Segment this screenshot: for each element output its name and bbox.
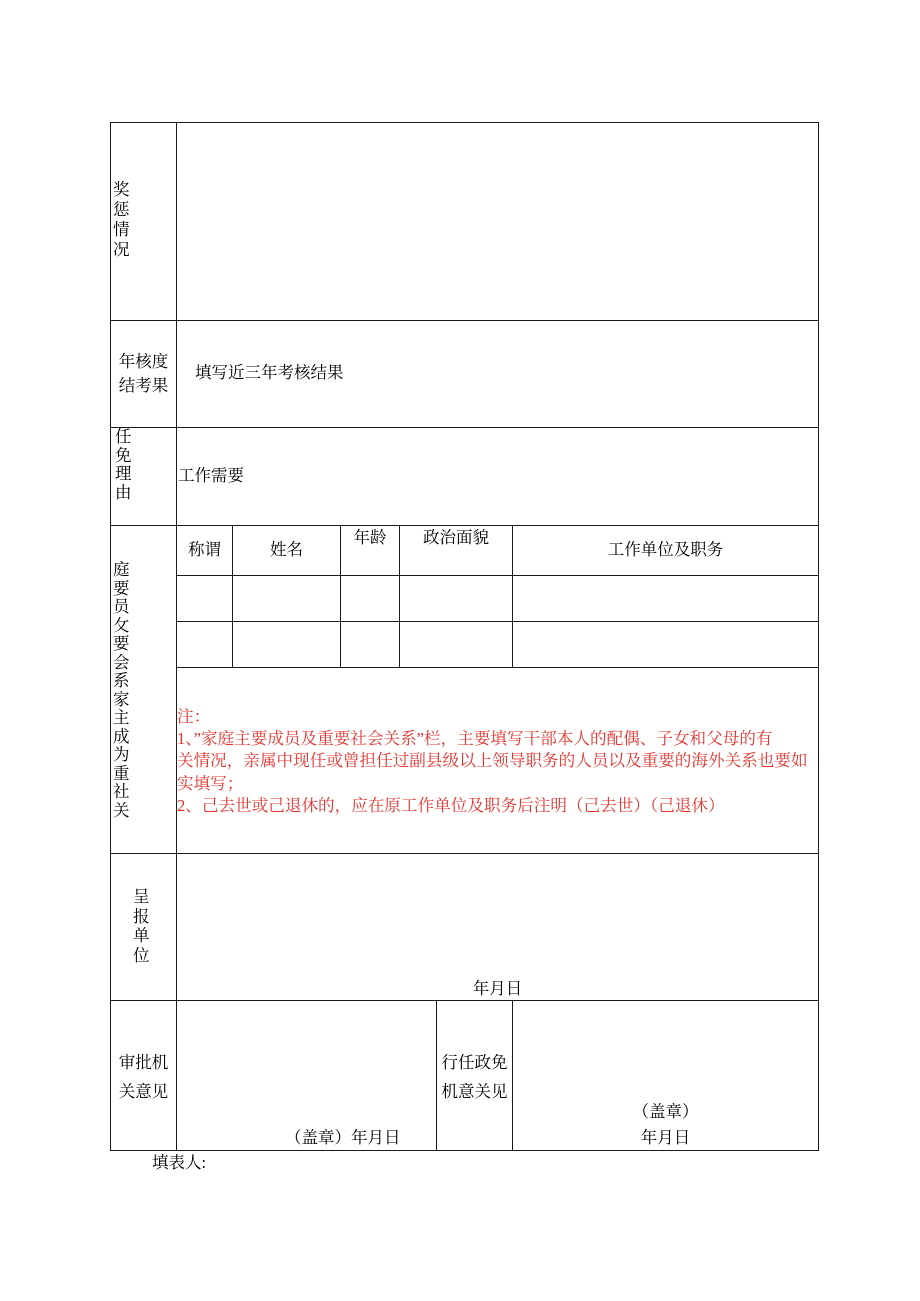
appointing-org-label-line2: 机意关见: [441, 1082, 508, 1101]
family-note-line-2: 关情况，亲属中现任或曾担任过副县级以上领导职务的人员以及重要的海外关系也要如: [177, 751, 808, 771]
family-header-political-status-label: 政治面貌: [423, 528, 489, 547]
approval-content-cell: [176, 1000, 437, 1151]
appointing-org-date: 年月日: [640, 1128, 691, 1147]
reason-content-cell: [176, 427, 819, 526]
family-row-1-workplace: [512, 575, 819, 622]
family-row-1-political-status: [399, 575, 513, 622]
reason-label: 任免理由: [115, 427, 132, 502]
family-row-2-age: [340, 621, 400, 668]
family-row-1-age: [340, 575, 400, 622]
family-label: 庭要员攵要会系家主成为重社关: [113, 560, 130, 820]
family-row-2-political-status: [399, 621, 513, 668]
appointing-org-label-line1: 行任政免: [441, 1053, 508, 1072]
family-row-1-relation: [176, 575, 233, 622]
submitting-unit-label: 呈报单位: [133, 887, 150, 965]
family-note-title: 注：: [177, 707, 211, 726]
rewards-content-cell: [176, 122, 819, 321]
assessment-content-cell: [176, 320, 819, 428]
assessment-label-cell: [110, 320, 177, 428]
approval-label-line2: 关意见: [118, 1082, 169, 1101]
family-header-relation-label: 称谓: [188, 540, 221, 559]
family-label-cell: [110, 525, 177, 854]
approval-label-line1: 审批机: [118, 1053, 169, 1072]
appointing-org-label-cell: [436, 1000, 513, 1151]
rewards-label-cell: [110, 122, 177, 321]
approval-label-cell: [110, 1000, 177, 1151]
family-header-age-label: 年龄: [353, 528, 387, 547]
appointing-org-content-cell: [512, 1000, 819, 1151]
approval-seal-date: （盖章）年月日: [285, 1128, 401, 1147]
submitting-unit-label-cell: [110, 853, 177, 1001]
family-header-name-label: 姓名: [270, 540, 303, 559]
form-filler-label: 填表人:: [152, 1153, 207, 1172]
family-note: [177, 706, 808, 817]
family-header-age: [340, 525, 400, 576]
family-row-2-name: [232, 621, 341, 668]
family-header-workplace-label: 工作单位及职务: [607, 540, 724, 559]
assessment-label-line2: 结考果: [118, 376, 169, 395]
reason-content: 工作需要: [178, 466, 244, 485]
family-note-line-4: 2、己去世或己退休的，应在原工作单位及职务后注明（己去世）（己退休）: [177, 795, 725, 815]
family-note-line-1: 1、”家庭主要成员及重要社会关系”栏，主要填写干部本人的配偶、子女和父母的有: [177, 729, 773, 749]
family-header-relation: [176, 525, 233, 576]
family-row-1-name: [232, 575, 341, 622]
submitting-unit-content-cell: [176, 853, 819, 1001]
family-row-2-workplace: [512, 621, 819, 668]
family-row-2-relation: [176, 621, 233, 668]
family-note-cell: [176, 667, 819, 854]
reason-label-cell: [110, 427, 177, 526]
family-header-political-status: [399, 525, 513, 576]
submitting-unit-date: 年月日: [472, 979, 523, 998]
family-header-name: [232, 525, 341, 576]
family-note-line-3: 实填写；: [177, 773, 244, 793]
family-header-workplace: [512, 525, 819, 576]
rewards-label: 奖惩情况: [113, 180, 130, 259]
assessment-label-line1: 年核度: [118, 352, 169, 371]
assessment-content: 填写近三年考核结果: [195, 363, 344, 382]
appointing-org-seal: （盖章）: [632, 1102, 699, 1121]
